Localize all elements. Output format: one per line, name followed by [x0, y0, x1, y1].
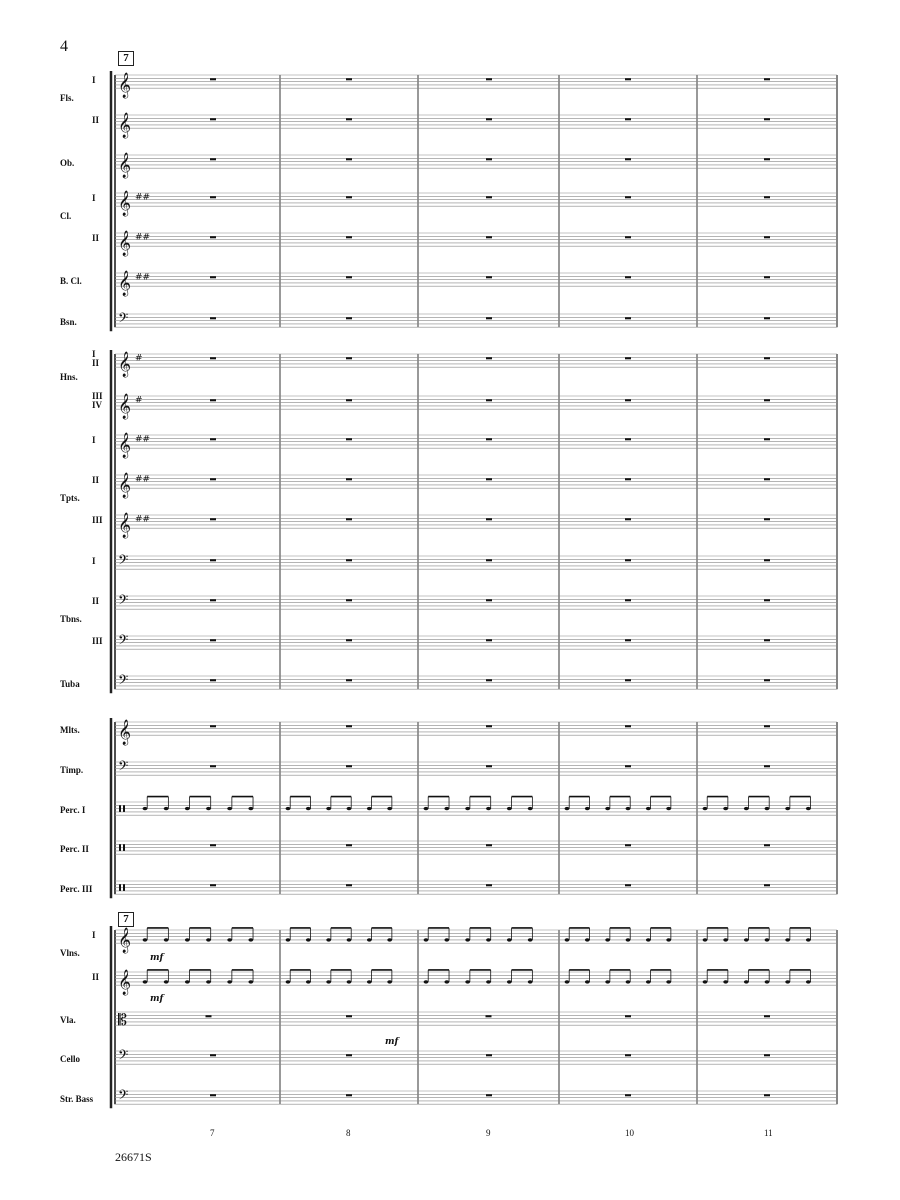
instrument-label: Tpts.: [60, 493, 80, 503]
part-number-label: I: [92, 556, 96, 566]
whole-rest: [625, 559, 631, 561]
note-head: [486, 938, 491, 941]
part-number-label: II: [92, 115, 100, 125]
note-head: [723, 938, 728, 941]
dynamic-marking: mf: [150, 994, 164, 1004]
whole-rest: [346, 236, 352, 238]
note-head: [286, 980, 291, 983]
note-head: [424, 980, 429, 983]
whole-rest: [764, 78, 770, 80]
catalog-number: 26671S: [115, 1150, 152, 1164]
whole-rest: [210, 599, 216, 601]
dynamic-marking: mf: [385, 1037, 399, 1047]
note-head: [507, 980, 512, 983]
note-head: [605, 980, 610, 983]
clef-icon: 𝄞: [118, 191, 132, 217]
whole-rest: [764, 518, 770, 520]
clef-icon: 𝄢: [118, 310, 129, 330]
note-head: [248, 980, 253, 983]
instrument-label: Cello: [60, 1054, 80, 1064]
note-head: [248, 807, 253, 810]
note-head: [703, 807, 708, 810]
whole-rest: [625, 317, 631, 319]
note-head: [666, 807, 671, 810]
rest: [346, 1015, 352, 1017]
whole-rest: [764, 399, 770, 401]
whole-rest: [210, 438, 216, 440]
note-head: [387, 980, 392, 983]
note-head: [465, 807, 470, 810]
note-head: [744, 807, 749, 810]
whole-rest: [764, 196, 770, 198]
whole-rest: [210, 639, 216, 641]
note-head: [227, 807, 232, 810]
whole-rest: [346, 1094, 352, 1096]
whole-rest: [346, 399, 352, 401]
measure-number: 10: [625, 1128, 634, 1138]
key-signature: ##: [135, 434, 151, 445]
whole-rest: [486, 118, 492, 120]
part-number-label: I: [92, 193, 96, 203]
note-head: [806, 938, 811, 941]
note-head: [444, 980, 449, 983]
note-head: [286, 807, 291, 810]
perc-clef-icon: [119, 805, 121, 812]
note-head: [206, 938, 211, 941]
part-number-label: II: [92, 596, 100, 606]
note-head: [227, 980, 232, 983]
key-signature: #: [135, 353, 143, 364]
clef-icon: 𝄞: [118, 73, 132, 99]
note-head: [666, 938, 671, 941]
whole-rest: [625, 478, 631, 480]
whole-rest: [625, 357, 631, 359]
note-head: [185, 807, 190, 810]
note-head: [765, 807, 770, 810]
whole-rest: [486, 559, 492, 561]
note-head: [626, 980, 631, 983]
whole-rest: [486, 884, 492, 886]
clef-icon: 𝄞: [118, 352, 132, 378]
note-head: [206, 807, 211, 810]
whole-rest: [625, 118, 631, 120]
instrument-label: B. Cl.: [60, 276, 82, 286]
whole-rest: [210, 399, 216, 401]
page-number: 4: [60, 38, 68, 55]
instrument-label: Vlns.: [60, 948, 80, 958]
whole-rest: [346, 559, 352, 561]
note-head: [626, 807, 631, 810]
whole-rest: [764, 478, 770, 480]
key-signature: ##: [135, 232, 151, 243]
whole-rest: [346, 844, 352, 846]
whole-rest: [486, 276, 492, 278]
whole-rest: [625, 844, 631, 846]
measure-number: 7: [210, 1128, 215, 1138]
clef-icon: 𝄡: [118, 1010, 127, 1030]
clef-icon: 𝄢: [118, 758, 129, 778]
whole-rest: [210, 118, 216, 120]
measure-number: 9: [486, 1128, 491, 1138]
note-head: [626, 938, 631, 941]
note-head: [528, 938, 533, 941]
whole-rest: [346, 158, 352, 160]
instrument-label: Perc. III: [60, 884, 93, 894]
clef-icon: 𝄢: [118, 672, 129, 692]
note-head: [765, 938, 770, 941]
whole-rest: [764, 158, 770, 160]
key-signature: ##: [135, 474, 151, 485]
whole-rest: [625, 158, 631, 160]
note-head: [486, 980, 491, 983]
clef-icon: 𝄞: [118, 153, 132, 179]
note-head: [185, 980, 190, 983]
note-head: [444, 807, 449, 810]
whole-rest: [486, 518, 492, 520]
note-head: [465, 980, 470, 983]
whole-rest: [625, 236, 631, 238]
whole-rest: [625, 1054, 631, 1056]
whole-rest: [210, 236, 216, 238]
clef-icon: 𝄞: [118, 928, 132, 954]
part-number-label: I: [92, 930, 96, 940]
whole-rest: [764, 1094, 770, 1096]
whole-rest: [486, 844, 492, 846]
whole-rest: [625, 725, 631, 727]
whole-rest: [210, 1054, 216, 1056]
note-head: [605, 807, 610, 810]
whole-rest: [625, 196, 631, 198]
note-head: [744, 980, 749, 983]
whole-rest: [346, 276, 352, 278]
whole-rest: [764, 1054, 770, 1056]
whole-rest: [486, 196, 492, 198]
rest: [486, 1015, 492, 1017]
whole-rest: [210, 725, 216, 727]
whole-rest: [210, 317, 216, 319]
whole-rest: [346, 196, 352, 198]
note-head: [646, 938, 651, 941]
whole-rest: [625, 599, 631, 601]
part-number-label: I II: [92, 349, 100, 368]
clef-icon: 𝄞: [118, 113, 132, 139]
note-head: [605, 938, 610, 941]
whole-rest: [486, 158, 492, 160]
note-head: [164, 807, 169, 810]
whole-rest: [764, 679, 770, 681]
note-head: [507, 807, 512, 810]
note-head: [565, 938, 570, 941]
whole-rest: [764, 884, 770, 886]
key-signature: #: [135, 395, 143, 406]
note-head: [326, 807, 331, 810]
rest: [625, 1015, 631, 1017]
key-signature: ##: [135, 514, 151, 525]
key-signature: ##: [135, 272, 151, 283]
whole-rest: [346, 679, 352, 681]
note-head: [528, 807, 533, 810]
note-head: [306, 938, 311, 941]
note-head: [785, 938, 790, 941]
whole-rest: [210, 276, 216, 278]
whole-rest: [486, 679, 492, 681]
whole-rest: [625, 276, 631, 278]
whole-rest: [625, 1094, 631, 1096]
whole-rest: [625, 78, 631, 80]
whole-rest: [346, 438, 352, 440]
dynamic-marking: mf: [150, 953, 164, 963]
note-head: [646, 980, 651, 983]
note-head: [227, 938, 232, 941]
whole-rest: [346, 478, 352, 480]
note-head: [585, 938, 590, 941]
whole-rest: [210, 765, 216, 767]
whole-rest: [210, 158, 216, 160]
perc-clef-icon: [123, 844, 125, 851]
note-head: [387, 938, 392, 941]
clef-icon: 𝄢: [118, 592, 129, 612]
whole-rest: [210, 518, 216, 520]
note-head: [326, 938, 331, 941]
whole-rest: [764, 725, 770, 727]
note-head: [565, 980, 570, 983]
note-head: [806, 980, 811, 983]
clef-icon: 𝄞: [118, 970, 132, 996]
whole-rest: [625, 518, 631, 520]
whole-rest: [210, 559, 216, 561]
whole-rest: [346, 78, 352, 80]
whole-rest: [764, 639, 770, 641]
clef-icon: 𝄢: [118, 552, 129, 572]
perc-clef-icon: [119, 884, 121, 891]
instrument-label: Bsn.: [60, 317, 77, 327]
note-head: [164, 938, 169, 941]
note-head: [465, 938, 470, 941]
whole-rest: [346, 317, 352, 319]
perc-clef-icon: [123, 805, 125, 812]
whole-rest: [346, 599, 352, 601]
perc-clef-icon: [123, 884, 125, 891]
whole-rest: [486, 1054, 492, 1056]
whole-rest: [210, 844, 216, 846]
instrument-label: Fls.: [60, 93, 74, 103]
note-head: [306, 980, 311, 983]
whole-rest: [486, 438, 492, 440]
part-number-label: I: [92, 75, 96, 85]
note-head: [424, 807, 429, 810]
whole-rest: [346, 118, 352, 120]
note-head: [703, 980, 708, 983]
rest: [206, 1015, 212, 1017]
whole-rest: [210, 884, 216, 886]
measure-number: 11: [764, 1128, 773, 1138]
whole-rest: [346, 884, 352, 886]
whole-rest: [764, 357, 770, 359]
note-head: [744, 938, 749, 941]
note-head: [347, 807, 352, 810]
whole-rest: [346, 518, 352, 520]
whole-rest: [625, 884, 631, 886]
note-head: [723, 980, 728, 983]
rehearsal-mark-strings: 7: [118, 912, 134, 927]
whole-rest: [625, 438, 631, 440]
part-number-label: II: [92, 475, 100, 485]
whole-rest: [486, 725, 492, 727]
instrument-label: Vla.: [60, 1015, 76, 1025]
whole-rest: [486, 78, 492, 80]
whole-rest: [625, 639, 631, 641]
whole-rest: [346, 357, 352, 359]
note-head: [143, 938, 148, 941]
whole-rest: [346, 765, 352, 767]
instrument-label: Timp.: [60, 765, 84, 775]
clef-icon: 𝄞: [118, 473, 132, 499]
note-head: [347, 980, 352, 983]
clef-icon: 𝄞: [118, 231, 132, 257]
note-head: [785, 980, 790, 983]
note-head: [585, 980, 590, 983]
whole-rest: [764, 236, 770, 238]
part-number-label: III: [92, 636, 103, 646]
whole-rest: [486, 317, 492, 319]
rest: [764, 1015, 770, 1017]
whole-rest: [210, 478, 216, 480]
clef-icon: 𝄞: [118, 271, 132, 297]
note-head: [143, 807, 148, 810]
instrument-label: Str. Bass: [60, 1094, 94, 1104]
note-head: [347, 938, 352, 941]
note-head: [164, 980, 169, 983]
note-head: [585, 807, 590, 810]
whole-rest: [210, 78, 216, 80]
note-head: [367, 807, 372, 810]
whole-rest: [764, 438, 770, 440]
whole-rest: [486, 765, 492, 767]
note-head: [206, 980, 211, 983]
whole-rest: [625, 765, 631, 767]
clef-icon: 𝄢: [118, 1087, 129, 1107]
note-head: [703, 938, 708, 941]
measure-number: 8: [346, 1128, 351, 1138]
note-head: [424, 938, 429, 941]
note-head: [486, 807, 491, 810]
instrument-label: Mlts.: [60, 725, 80, 735]
clef-icon: 𝄞: [118, 433, 132, 459]
note-head: [785, 807, 790, 810]
whole-rest: [764, 317, 770, 319]
instrument-label: Cl.: [60, 211, 72, 221]
whole-rest: [346, 725, 352, 727]
note-head: [765, 980, 770, 983]
note-head: [528, 980, 533, 983]
note-head: [646, 807, 651, 810]
rehearsal-mark-top: 7: [118, 51, 134, 66]
instrument-label: Perc. I: [60, 805, 86, 815]
whole-rest: [486, 1094, 492, 1096]
part-number-label: II: [92, 233, 100, 243]
instrument-label: Perc. II: [60, 844, 89, 854]
part-number-label: III: [92, 515, 103, 525]
whole-rest: [346, 1054, 352, 1056]
whole-rest: [486, 357, 492, 359]
note-head: [306, 807, 311, 810]
note-head: [565, 807, 570, 810]
note-head: [286, 938, 291, 941]
whole-rest: [764, 599, 770, 601]
note-head: [387, 807, 392, 810]
whole-rest: [625, 399, 631, 401]
note-head: [806, 807, 811, 810]
instrument-label: Tbns.: [60, 614, 82, 624]
part-number-label: I: [92, 435, 96, 445]
note-head: [444, 938, 449, 941]
note-head: [666, 980, 671, 983]
whole-rest: [764, 118, 770, 120]
clef-icon: 𝄞: [118, 394, 132, 420]
note-head: [143, 980, 148, 983]
whole-rest: [210, 357, 216, 359]
whole-rest: [486, 236, 492, 238]
note-head: [367, 980, 372, 983]
instrument-label: Tuba: [60, 679, 80, 689]
whole-rest: [210, 196, 216, 198]
note-head: [507, 938, 512, 941]
note-head: [326, 980, 331, 983]
instrument-label: Hns.: [60, 372, 78, 382]
note-head: [248, 938, 253, 941]
note-head: [185, 938, 190, 941]
whole-rest: [486, 399, 492, 401]
note-head: [367, 938, 372, 941]
clef-icon: 𝄞: [118, 513, 132, 539]
whole-rest: [625, 679, 631, 681]
whole-rest: [486, 478, 492, 480]
whole-rest: [486, 599, 492, 601]
key-signature: ##: [135, 192, 151, 203]
part-number-label: III IV: [92, 391, 103, 410]
whole-rest: [764, 765, 770, 767]
whole-rest: [346, 639, 352, 641]
whole-rest: [764, 276, 770, 278]
whole-rest: [764, 559, 770, 561]
note-head: [723, 807, 728, 810]
whole-rest: [210, 679, 216, 681]
whole-rest: [486, 639, 492, 641]
clef-icon: 𝄢: [118, 632, 129, 652]
whole-rest: [764, 844, 770, 846]
part-number-label: II: [92, 972, 100, 982]
whole-rest: [210, 1094, 216, 1096]
clef-icon: 𝄞: [118, 720, 132, 746]
clef-icon: 𝄢: [118, 1047, 129, 1067]
instrument-label: Ob.: [60, 158, 75, 168]
perc-clef-icon: [119, 844, 121, 851]
